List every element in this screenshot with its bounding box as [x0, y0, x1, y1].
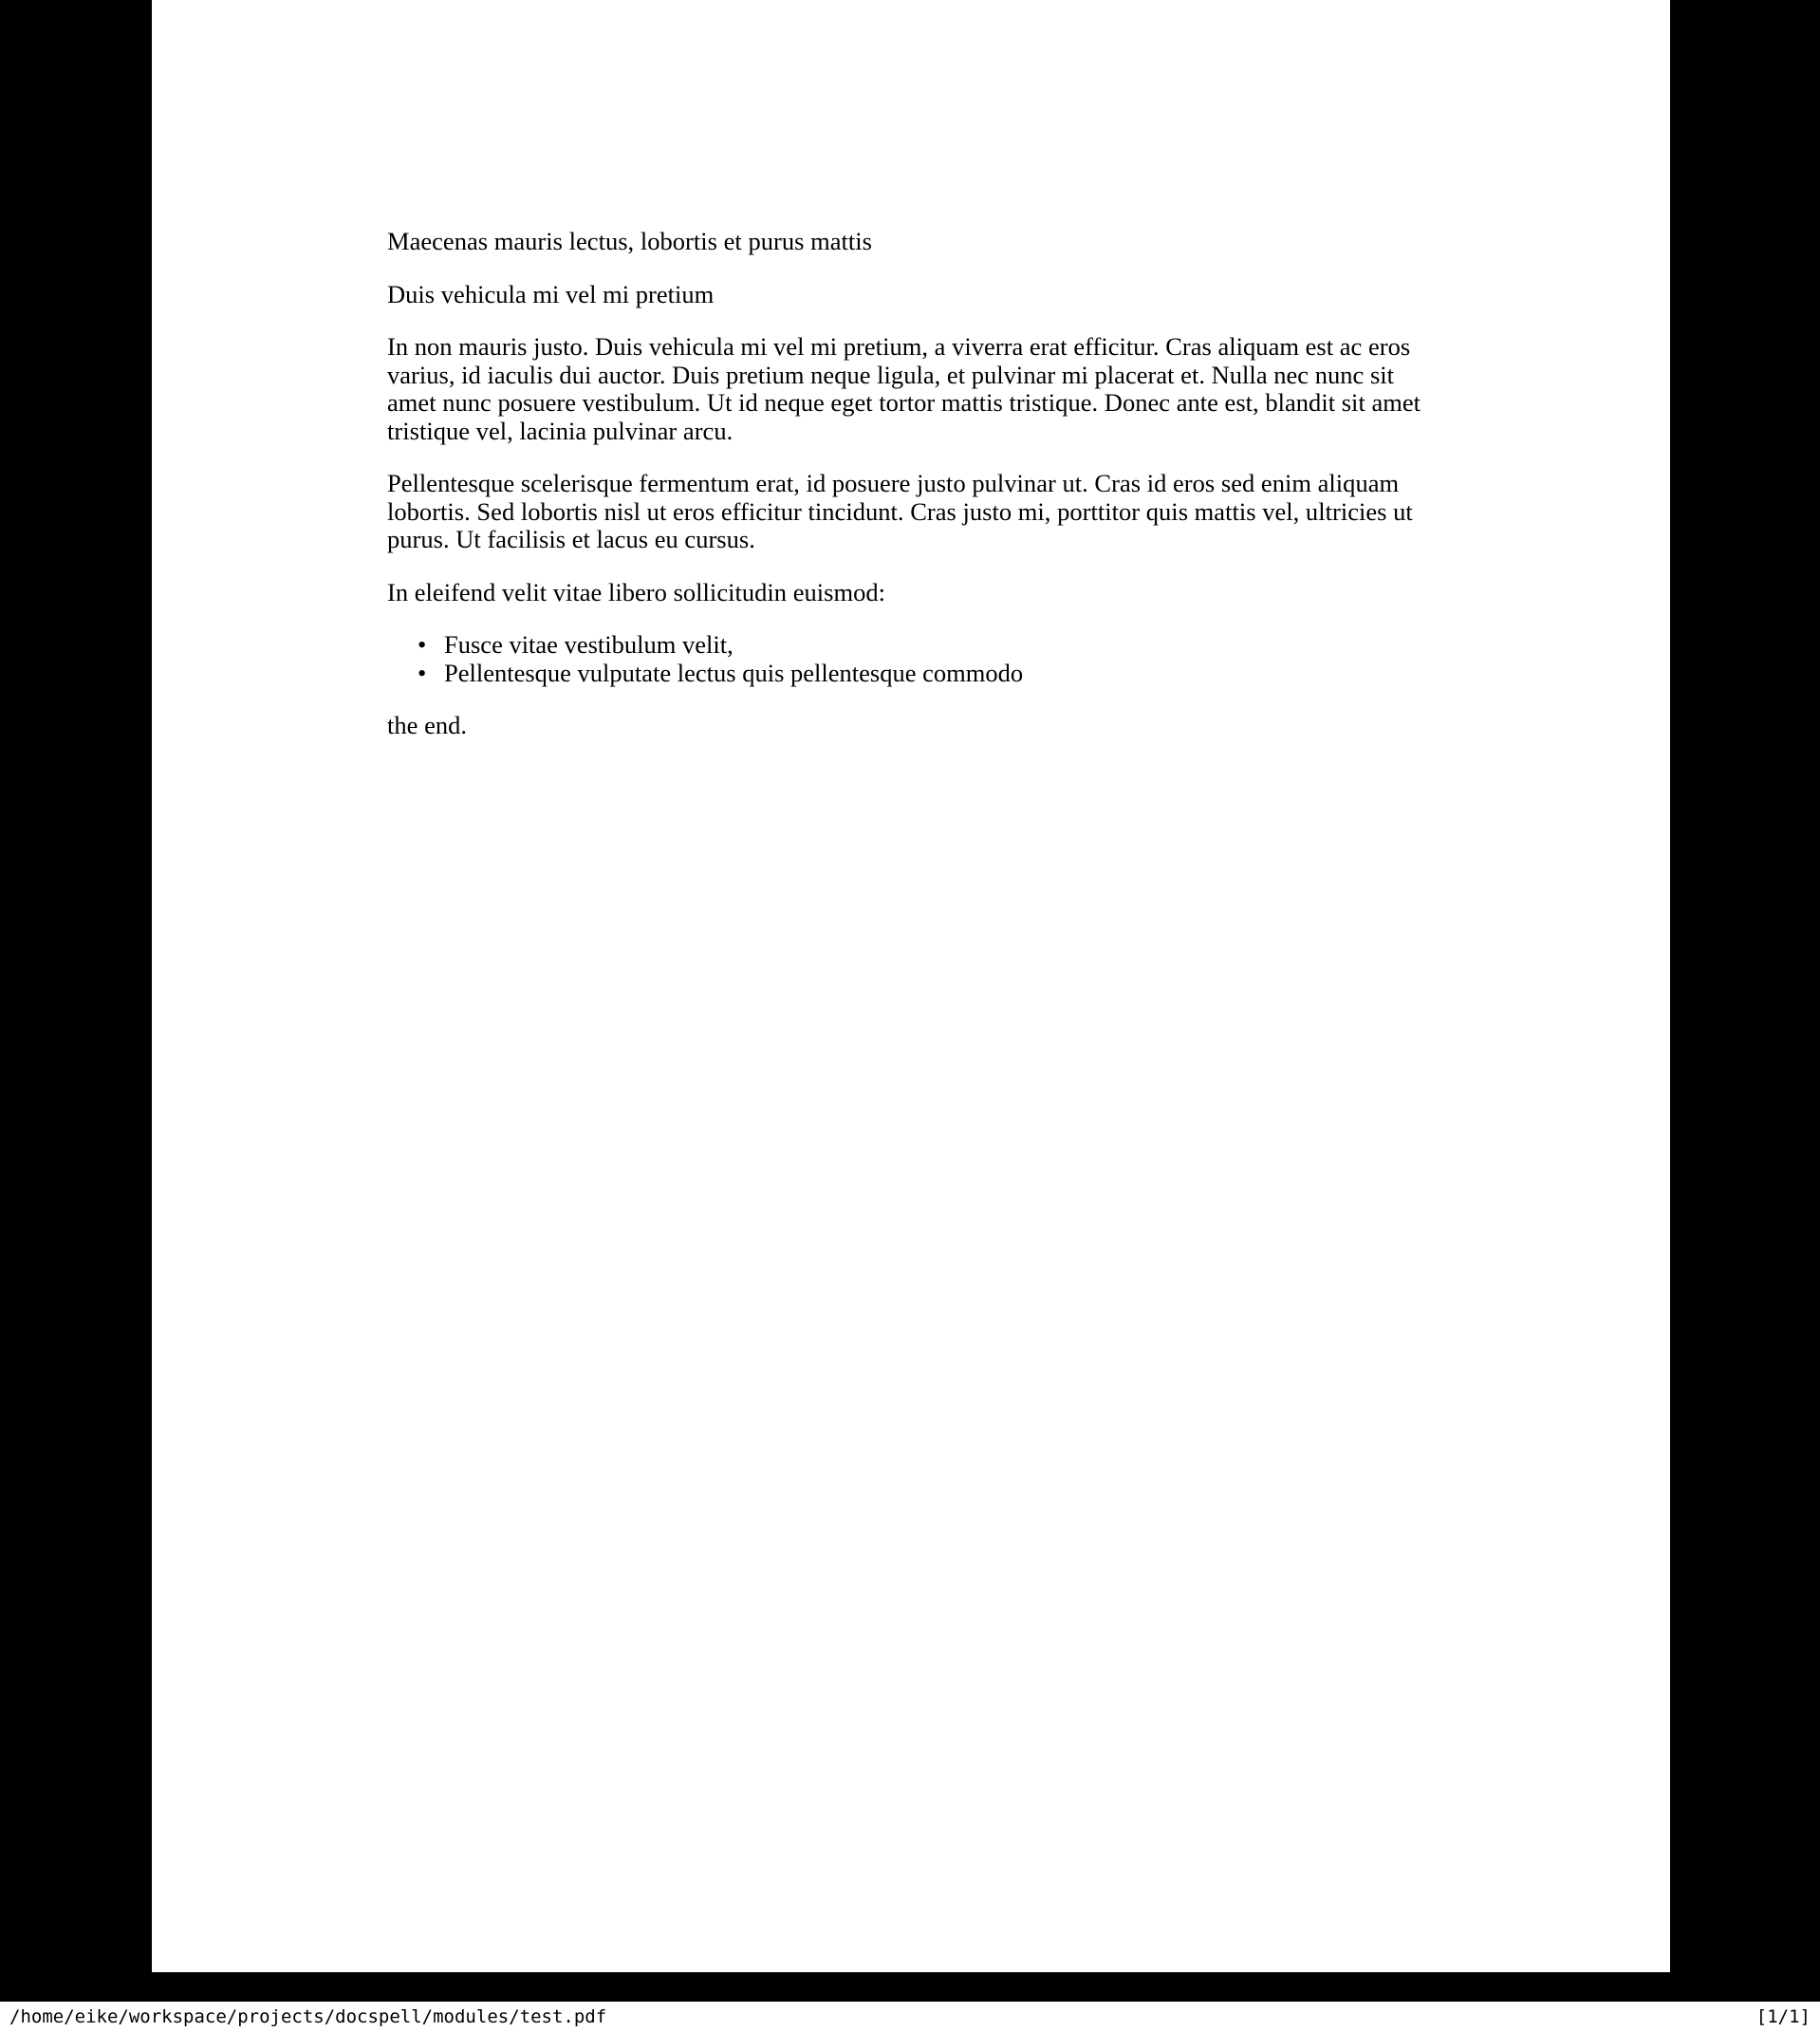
paragraph-body-2: Pellentesque scelerisque fermentum erat, id posuere justo pulvinar ut. Cras id eros sed enim aliquam lobortis. Sed lobortis nisl ut eros efficitur tincidunt. Cras justo mi, porttitor quis mattis vel, ultricies ut purus. Ut facilisis et lacus eu cursus.	[387, 469, 1413, 553]
paragraph-list-intro: In eleifend velit vitae libero sollicitudin euismod:	[387, 577, 886, 606]
list-item: • Fusce vitae vestibulum velit,	[444, 631, 1445, 660]
paragraph-closing: the end.	[387, 711, 468, 739]
paragraph-title: Maecenas mauris lectus, lobortis et purus mattis	[387, 227, 872, 255]
document-body	[387, 228, 1445, 765]
status-bar	[0, 2002, 1820, 2032]
paragraph-subtitle: Duis vehicula mi vel mi pretium	[387, 279, 715, 308]
pdf-page	[152, 0, 1670, 1972]
paragraph-body-1: In non mauris justo. Duis vehicula mi vel mi pretium, a viverra erat efficitur. Cras aliquam est ac eros varius, id iaculis dui auctor. Duis pretium neque ligula, et pulvinar mi placerat et. Nulla nec nunc sit amet nunc posuere vestibulum. Ut id neque eget tortor mattis tristique. Donec ante est, blandit sit amet tristique vel, lacinia pulvinar arcu.	[387, 332, 1421, 445]
list-item: • Pellentesque vulputate lectus quis pellentesque commodo	[444, 660, 1445, 688]
bullet-list	[387, 631, 1445, 687]
page-indicator: [1/1]	[1755, 2006, 1811, 2027]
file-path-label: /home/eike/workspace/projects/docspell/modules/test.pdf	[9, 2006, 607, 2027]
